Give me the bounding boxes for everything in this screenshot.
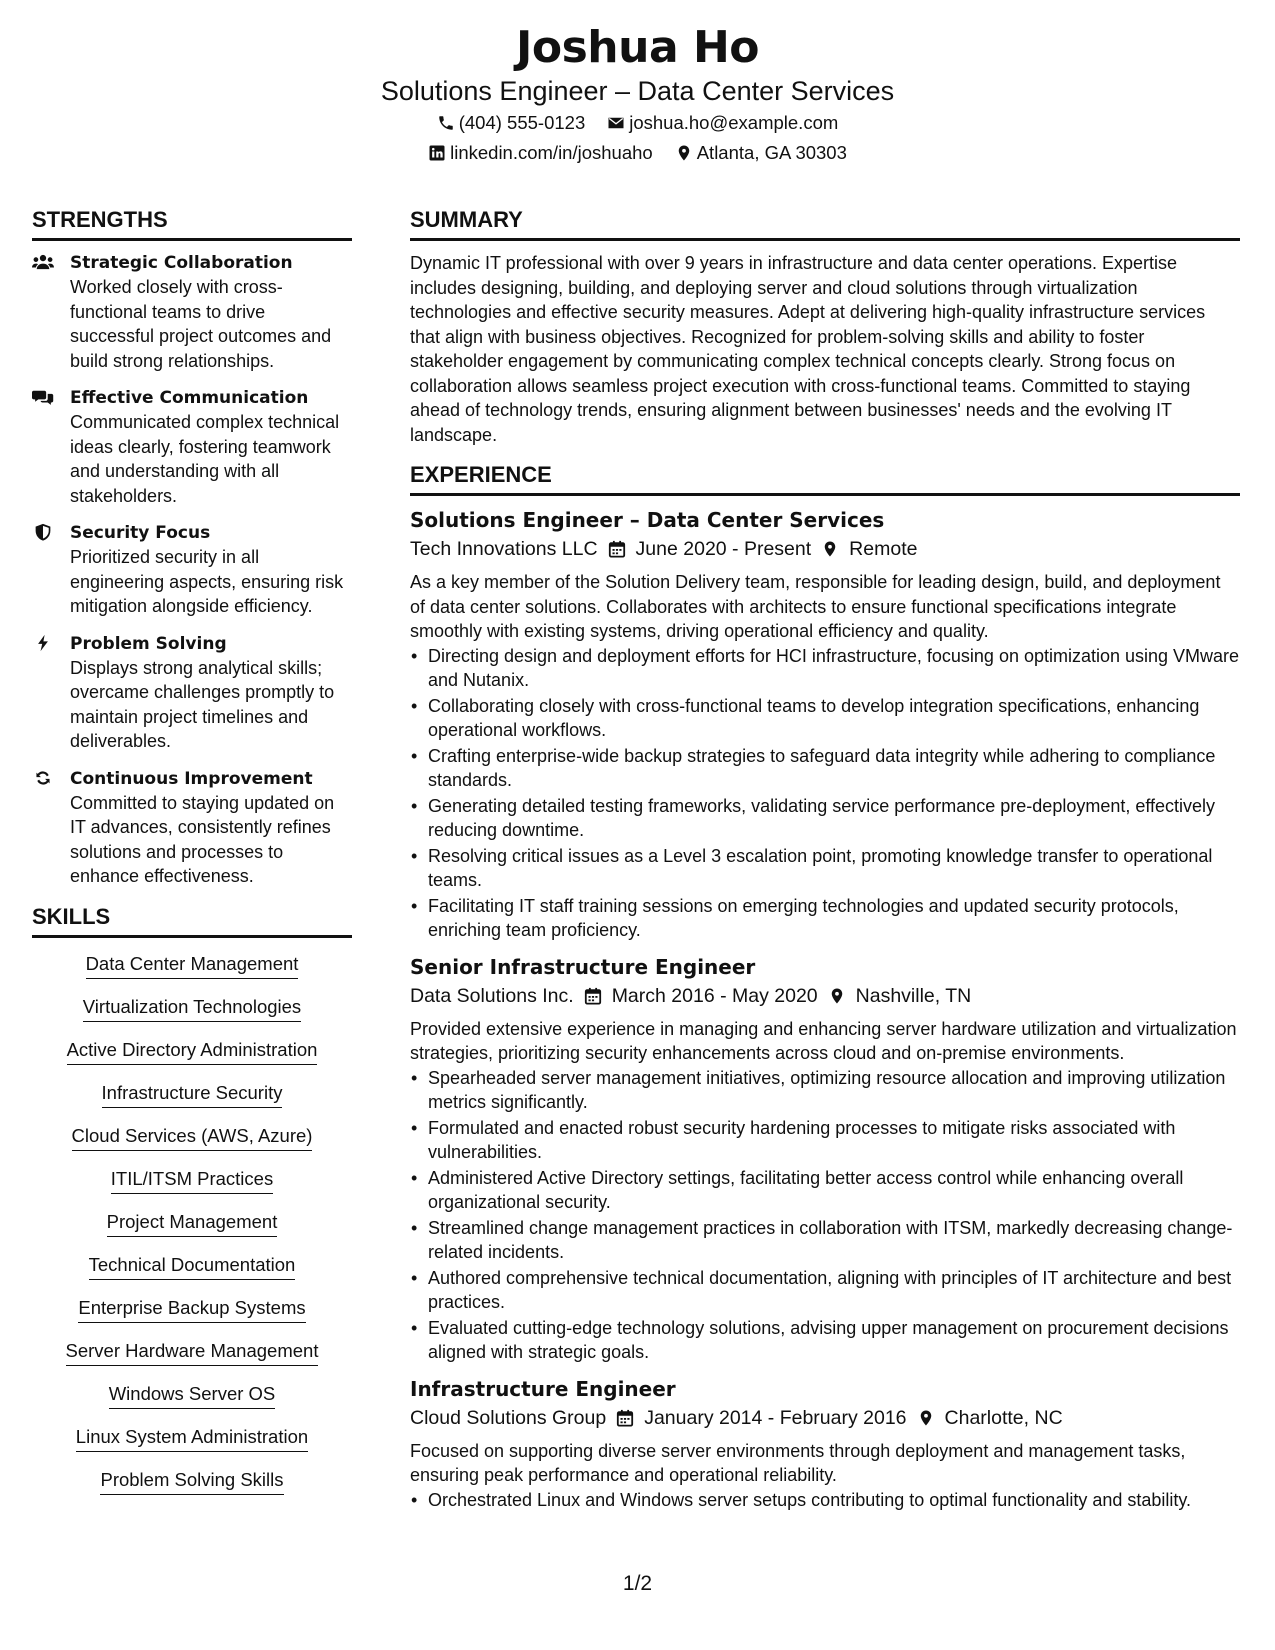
experience-heading: EXPERIENCE <box>410 461 1240 496</box>
location-text: Atlanta, GA 30303 <box>696 142 847 163</box>
strength-title: Security Focus <box>70 523 211 543</box>
job-bullet: • Spearheaded server management initiatives, optimizing resource allocation and improving utilization metrics significantly. <box>428 1066 1240 1115</box>
resume-header <box>0 22 1275 168</box>
job-dates: June 2020 - Present <box>635 538 812 560</box>
strength-desc: Committed to staying updated on IT advances, consistently refines solutions and processes to enhance effectiveness. <box>70 792 335 886</box>
strength-desc: Displays strong analytical skills; overcame challenges promptly to maintain project timelines and deliverables. <box>70 657 335 751</box>
skill-tag: Project Management <box>107 1210 278 1237</box>
strength-item <box>32 632 352 754</box>
strength-item <box>32 767 352 889</box>
strength-item <box>32 251 352 373</box>
phone-text: (404) 555-0123 <box>458 112 586 133</box>
skills-list <box>32 948 352 1511</box>
strength-title: Strategic Collaboration <box>70 253 293 273</box>
job-dates: March 2016 - May 2020 <box>611 984 818 1007</box>
skill-tag: Linux System Administration <box>76 1425 308 1452</box>
job-meta <box>410 981 1240 1011</box>
skill-tag: Enterprise Backup Systems <box>78 1296 305 1323</box>
calendar-icon <box>608 540 626 558</box>
job-entry <box>410 1375 1240 1513</box>
strength-title: Effective Communication <box>70 388 309 408</box>
strength-item <box>32 521 352 619</box>
candidate-name: Joshua Ho <box>516 22 759 73</box>
page-number: 1/2 <box>622 1572 653 1595</box>
linkedin-icon <box>428 144 446 162</box>
users-icon <box>32 253 54 271</box>
company-name: Cloud Solutions Group <box>410 1406 607 1429</box>
job-location: Remote <box>849 538 918 560</box>
strength-desc: Communicated complex technical ideas clearly, fostering teamwork and understanding with all stakeholders. <box>70 412 340 506</box>
skills-heading: SKILLS <box>32 903 352 938</box>
job-bullet: • Administered Active Directory settings, facilitating better access control while enhancing overall organizational security. <box>428 1166 1240 1215</box>
skill-tag: Cloud Services (AWS, Azure) <box>72 1124 313 1151</box>
skill-tag: Infrastructure Security <box>102 1081 283 1108</box>
map-pin-icon <box>821 540 839 558</box>
job-bullet: • Generating detailed testing frameworks, validating service performance pre-deployment, effectively reducing downtime. <box>428 794 1240 843</box>
candidate-title: Solutions Engineer – Data Center Services <box>380 76 895 106</box>
email-contact[interactable] <box>607 108 838 138</box>
skill-tag: Technical Documentation <box>89 1253 296 1280</box>
summary-text: Dynamic IT professional with over 9 years in infrastructure and data center operations. Expertise includes designing, building, and deploying server and cloud solutions through virtualization technologies and effective security measures. Adept at delivering high-quality infrastructure services that align with business objectives. Recognized for problem-solving skills and ability to foster stakeholder engagement by communicating complex technical concepts clearly. Strong focus on collaboration allows seamless project execution with cross-functional teams. Committed to staying ahead of technology trends, ensuring alignment between businesses' needs and the evolving IT landscape. <box>410 253 1206 445</box>
map-pin-icon <box>828 987 846 1005</box>
job-bullets <box>410 1066 1240 1365</box>
job-bullet: • Orchestrated Linux and Windows server setups contributing to optimal functionality and stability. <box>428 1488 1240 1513</box>
strength-title: Continuous Improvement <box>70 768 313 789</box>
job-bullet: • Formulated and enacted robust security hardening processes to mitigate risks associated with vulnerabilities. <box>428 1116 1240 1165</box>
map-pin-icon <box>675 144 693 162</box>
job-location: Nashville, TN <box>855 984 972 1007</box>
job-entry <box>410 506 1240 943</box>
company-name: Data Solutions Inc. <box>410 984 574 1007</box>
strengths-heading: STRENGTHS <box>32 206 352 241</box>
job-location: Charlotte, NC <box>944 1406 1063 1429</box>
job-meta <box>410 1403 1240 1433</box>
job-meta <box>410 534 1240 564</box>
skill-tag: Windows Server OS <box>109 1382 276 1409</box>
skill-tag: Server Hardware Management <box>66 1339 319 1366</box>
contact-line-1 <box>0 108 1275 138</box>
strength-title: Problem Solving <box>70 633 227 654</box>
company-name: Tech Innovations LLC <box>410 538 598 560</box>
calendar-icon <box>584 987 602 1005</box>
skill-tag: Active Directory Administration <box>67 1038 318 1065</box>
skill-tag: Virtualization Technologies <box>83 995 301 1022</box>
job-dates: January 2014 - February 2016 <box>644 1406 907 1429</box>
sync-icon <box>32 769 54 787</box>
phone-icon <box>437 114 455 132</box>
skill-tag: ITIL/ITSM Practices <box>111 1167 273 1194</box>
linkedin-contact[interactable] <box>428 138 653 168</box>
job-bullet: • Evaluated cutting-edge technology solutions, advising upper management on procurement decisions aligned with strategic goals. <box>428 1316 1240 1365</box>
job-bullet: • Crafting enterprise-wide backup strategies to safeguard data integrity while adhering to compliance standards. <box>428 744 1240 793</box>
job-title: Infrastructure Engineer <box>410 1376 676 1401</box>
job-description: As a key member of the Solution Delivery team, responsible for leading design, build, and deployment of data center solutions. Collaborates with architects to ensure functional specifications integrate smoothly with existing systems, driving operational efficiency and quality. <box>410 572 1221 641</box>
phone-contact <box>437 108 586 138</box>
job-bullet: • Facilitating IT staff training sessions on emerging technologies and updated security protocols, enriching team proficiency. <box>428 894 1240 943</box>
job-bullet: • Directing design and deployment efforts for HCI infrastructure, focusing on optimization using VMware and Nutanix. <box>428 644 1240 693</box>
bolt-icon <box>32 634 54 652</box>
comments-icon <box>32 388 54 406</box>
skills-section <box>32 903 352 1511</box>
job-description: Focused on supporting diverse server environments through deployment and management tasks, ensuring peak performance and operational reliability. <box>410 1440 1186 1485</box>
location-contact <box>675 138 847 168</box>
strength-desc: Prioritized security in all engineering aspects, ensuring risk mitigation alongside efficiency. <box>70 547 344 616</box>
summary-heading: SUMMARY <box>410 206 1240 241</box>
job-description: Provided extensive experience in managing and enhancing server hardware utilization and virtualization strategies, prioritizing security enhancements across cloud and on-premise environments. <box>410 1018 1237 1063</box>
job-entry <box>410 953 1240 1365</box>
email-text[interactable]: joshua.ho@example.com <box>629 112 839 133</box>
strength-item <box>32 386 352 508</box>
job-title: Senior Infrastructure Engineer <box>410 954 756 979</box>
calendar-icon <box>616 1409 634 1427</box>
left-column <box>32 206 352 1511</box>
skill-tag: Data Center Management <box>86 952 299 979</box>
job-bullet: • Streamlined change management practices in collaboration with ITSM, markedly decreasing change-related incidents. <box>428 1216 1240 1265</box>
job-bullets <box>410 644 1240 943</box>
contact-line-2 <box>0 138 1275 168</box>
shield-icon <box>32 523 54 541</box>
job-bullet: • Authored comprehensive technical documentation, aligning with principles of IT architecture and best practices. <box>428 1266 1240 1315</box>
right-column <box>410 206 1240 1522</box>
linkedin-text[interactable]: linkedin.com/in/joshuaho <box>450 142 653 163</box>
job-bullet: • Collaborating closely with cross-functional teams to develop integration specifications, enhancing operational workflows. <box>428 694 1240 743</box>
job-title: Solutions Engineer – Data Center Services <box>410 508 885 532</box>
skill-tag: Problem Solving Skills <box>100 1468 283 1495</box>
map-pin-icon <box>917 1409 935 1427</box>
strength-desc: Worked closely with cross-functional teams to drive successful project outcomes and build strong relationships. <box>70 277 332 371</box>
job-bullets <box>410 1488 1240 1513</box>
envelope-icon <box>607 114 625 132</box>
job-bullet: • Resolving critical issues as a Level 3 escalation point, promoting knowledge transfer to operational teams. <box>428 844 1240 893</box>
